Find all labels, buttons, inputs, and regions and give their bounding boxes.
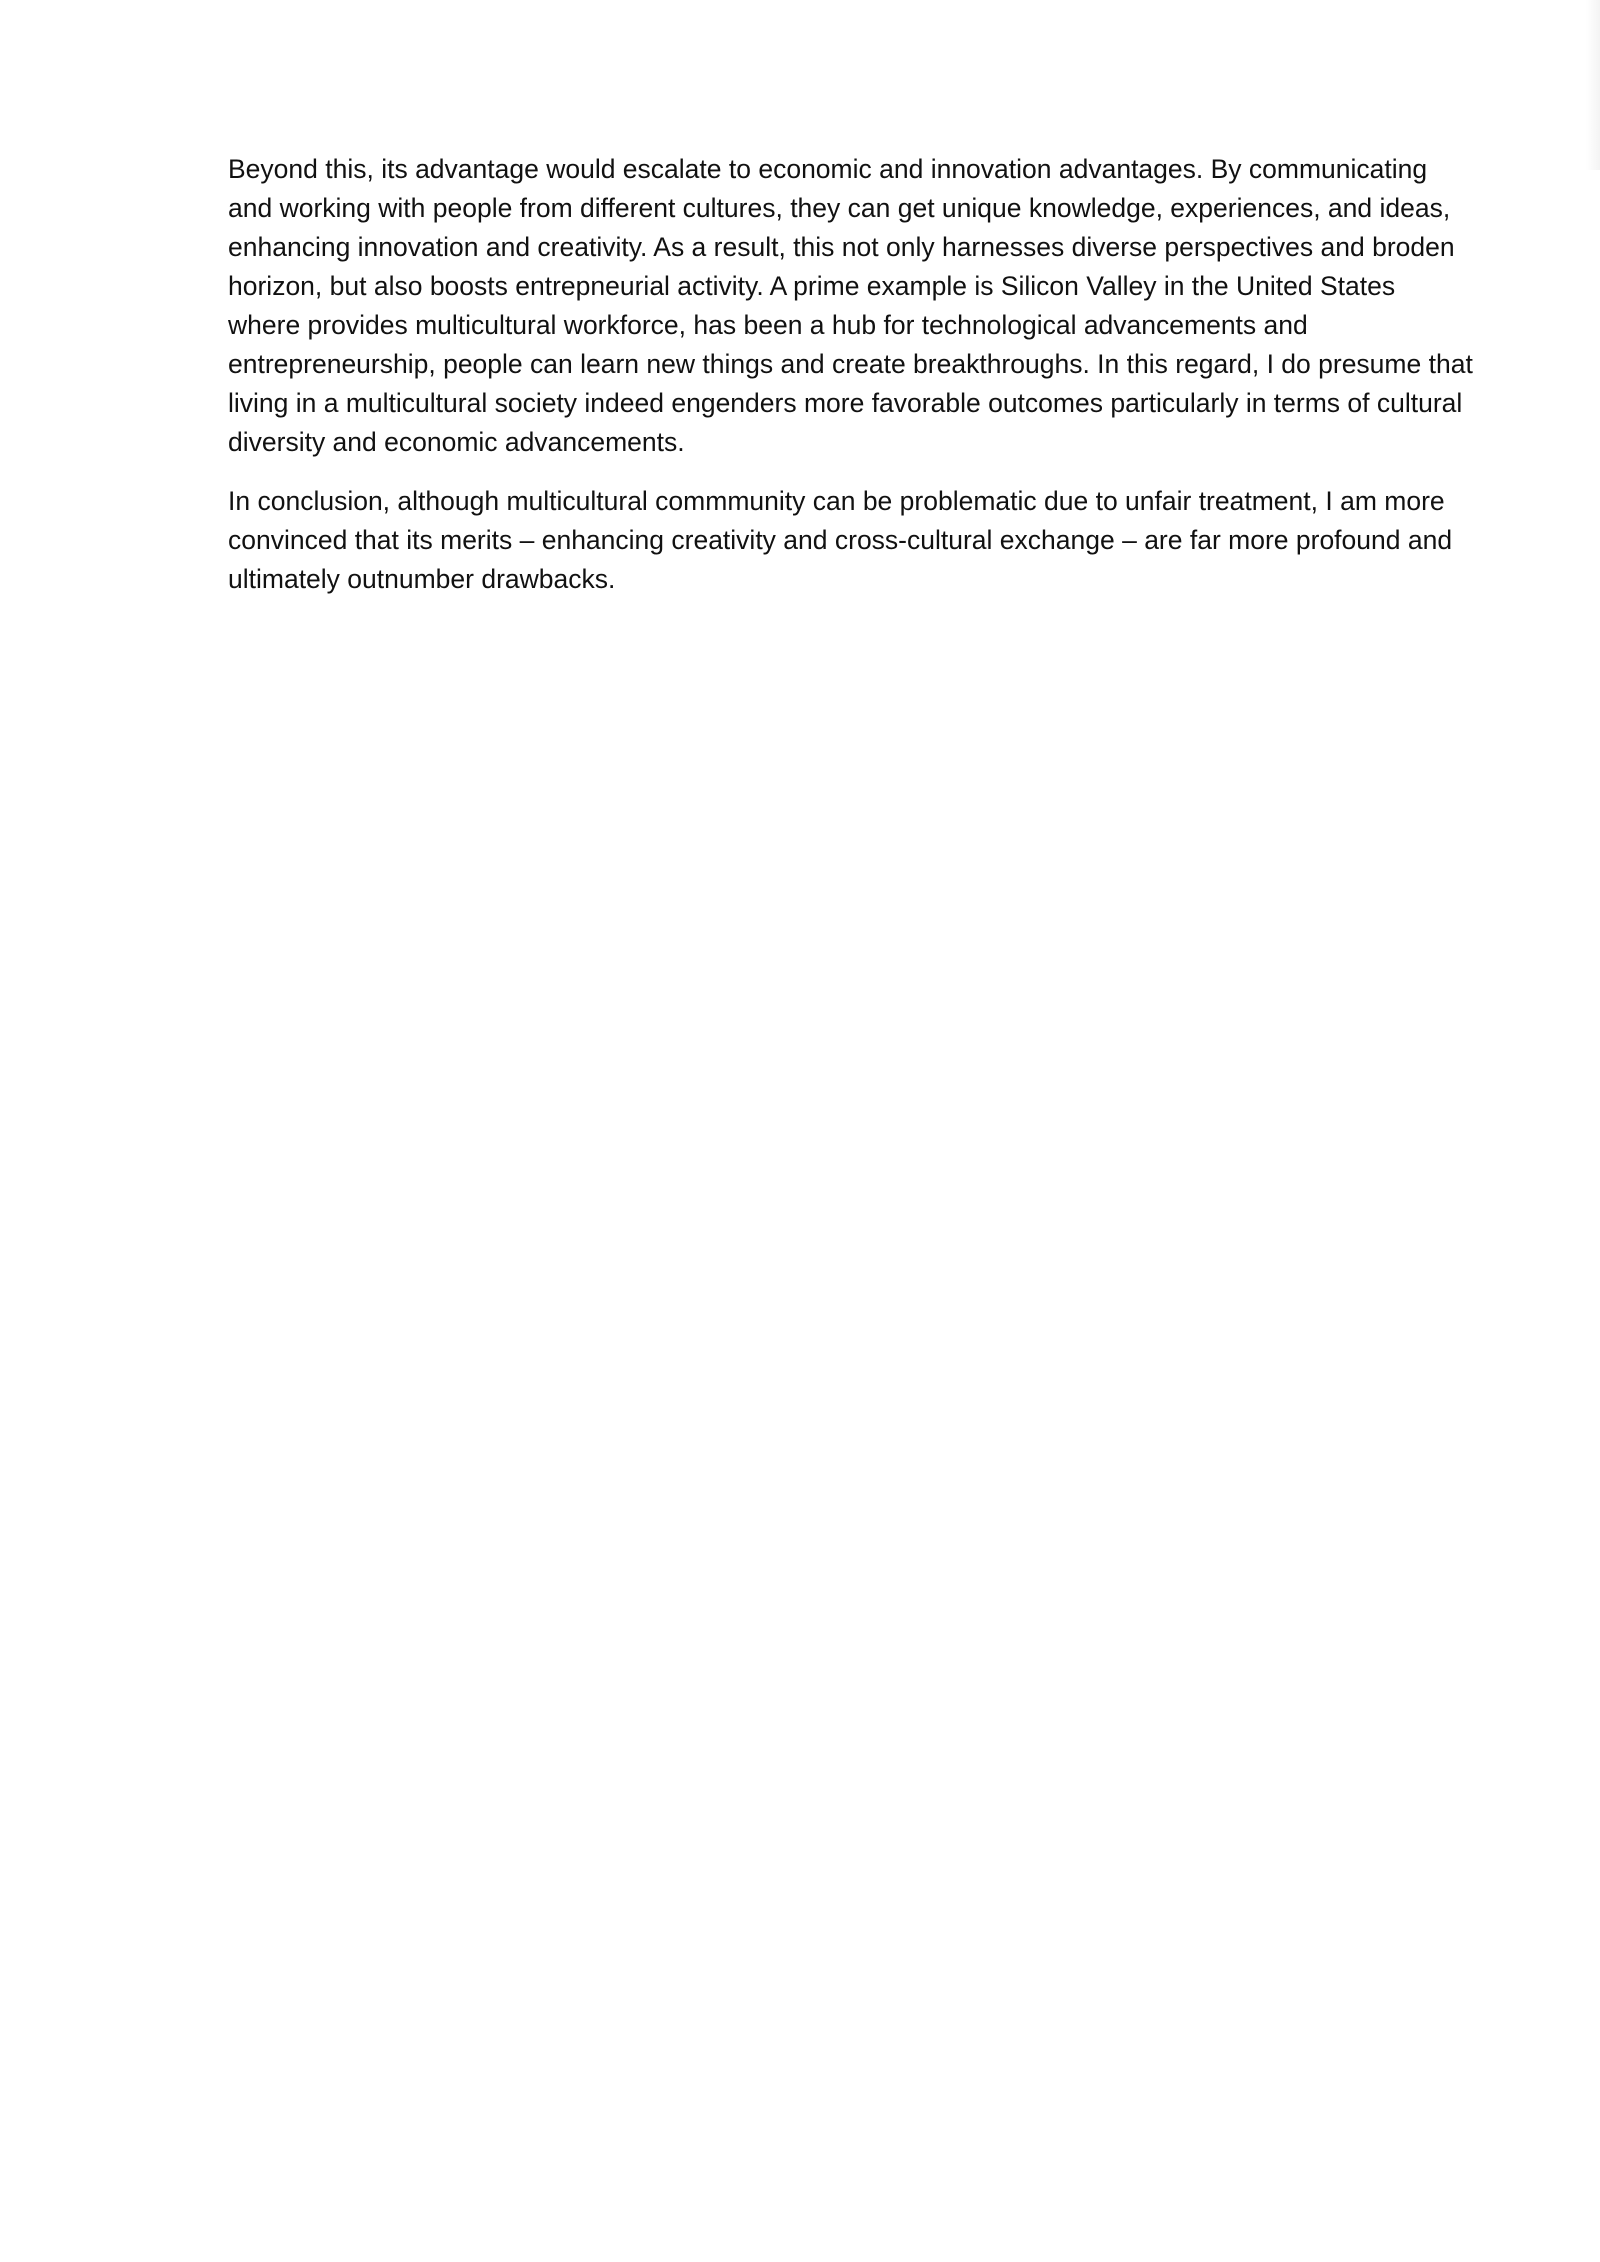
body-paragraph-2: In conclusion, although multicultural commmunity can be problematic due to unfair treatment, I am more convinced that its merits – enhancing creativity and cross-cultural exchange – are far more profound and ultimately outnumber drawbacks. — [228, 486, 1453, 594]
body-paragraph-1: Beyond this, its advantage would escalate to economic and innovation advantages. By communicating and working with people from different cultures, they can get unique knowledge, experiences, and ideas, enhancing innovation and creativity. As a result, this not only harnesses diverse perspectives and broden horizon, but also boosts entrepneurial activity. A prime example is Silicon Valley in the United States where provides multicultural workforce, has been a hub for technological advancements and entrepreneurship, people can learn new things and create breakthroughs. In this regard, I do presume that living in a multicultural society indeed engenders more favorable outcomes particularly in terms of cultural diversity and economic advancements. — [228, 154, 1473, 457]
document-body — [228, 150, 1474, 619]
page-edge-shadow — [1586, 0, 1600, 170]
